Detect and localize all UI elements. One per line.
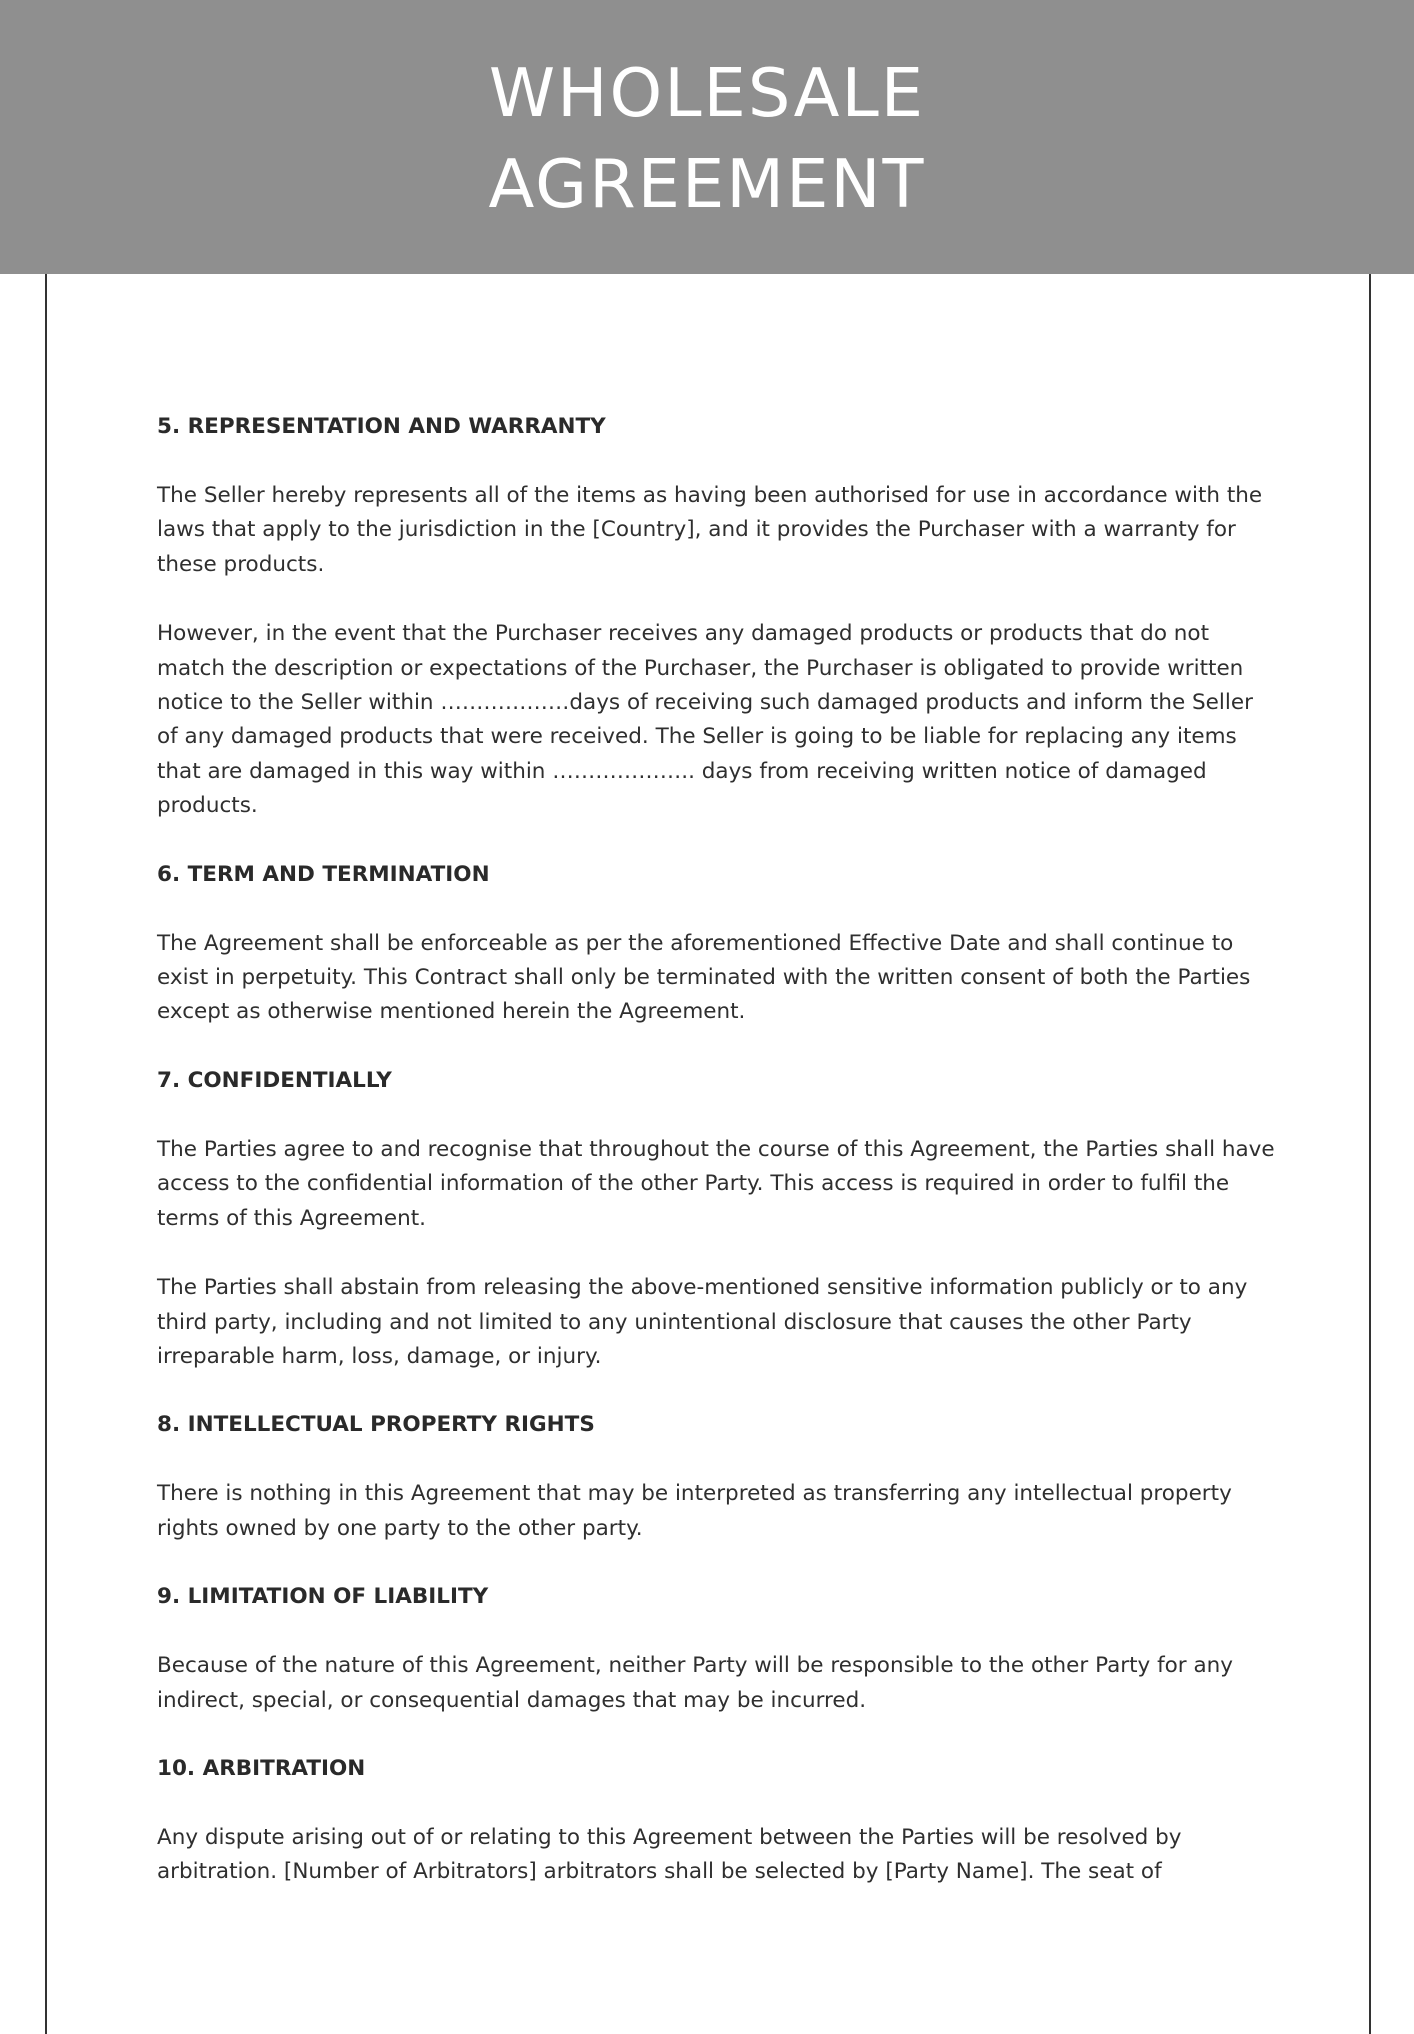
section-heading-limitation-liability: 9. LIMITATION OF LIABILITY xyxy=(157,1584,489,1610)
section-paragraph: Because of the nature of this Agreement, neither Party will be responsible to the other Party for any indirect, special, or consequential damages that may be incurred. xyxy=(157,1653,1234,1713)
section-paragraph: The Parties agree to and recognise that throughout the course of this Agreement, the Parties shall have access to the confidential information of the other Party. This access is required in order to fulfil the terms of this Agreement. xyxy=(157,1136,1275,1231)
section-heading-intellectual-property: 8. INTELLECTUAL PROPERTY RIGHTS xyxy=(157,1412,595,1438)
title-banner xyxy=(0,0,1414,274)
document-title-line-1: WHOLESALE xyxy=(488,54,926,132)
section-heading-confidentially: 7. CONFIDENTIALLY xyxy=(157,1067,392,1093)
section-paragraph: However, in the event that the Purchaser receives any damaged products or products that do not match the description or expectations of the Purchaser, the Purchaser is obligated to provide written notice to the Seller within ………………days of receiving such damaged products and inform the Seller of any damaged products that were received. The Seller is going to be liable for replacing any items that are damaged in this way within ……………….. days from receiving written notice of damaged products. xyxy=(157,621,1253,819)
section-paragraph: The Agreement shall be enforceable as per the aforementioned Effective Date and shall continue to exist in perpetuity. This Contract shall only be terminated with the written consent of both the Parties except as otherwise mentioned herein the Agreement. xyxy=(157,930,1251,1025)
section-paragraph: Any dispute arising out of or relating to this Agreement between the Parties will be resolved by arbitration. [Number of Arbitrators] arbitrators shall be selected by [Party Name]. The seat of xyxy=(157,1824,1182,1885)
section-heading-representation-warranty: 5. REPRESENTATION AND WARRANTY xyxy=(157,414,606,439)
document-title-line-2: AGREEMENT xyxy=(488,145,926,223)
section-paragraph: There is nothing in this Agreement that may be interpreted as transferring any intellectual property rights owned by one party to the other party. xyxy=(157,1481,1232,1541)
section-heading-arbitration: 10. ARBITRATION xyxy=(157,1755,366,1781)
document-body xyxy=(157,410,1277,1890)
section-heading-term-termination: 6. TERM AND TERMINATION xyxy=(157,861,490,887)
section-paragraph: The Seller hereby represents all of the items as having been authorised for use in accordance with the laws that apply to the jurisdiction in the [Country], and it provides the Purchaser with a warranty for these products. xyxy=(157,483,1263,577)
section-paragraph: The Parties shall abstain from releasing the above-mentioned sensitive information publicly or to any third party, including and not limited to any unintentional disclosure that causes the other Party irreparable harm, loss, damage, or injury. xyxy=(157,1275,1248,1369)
